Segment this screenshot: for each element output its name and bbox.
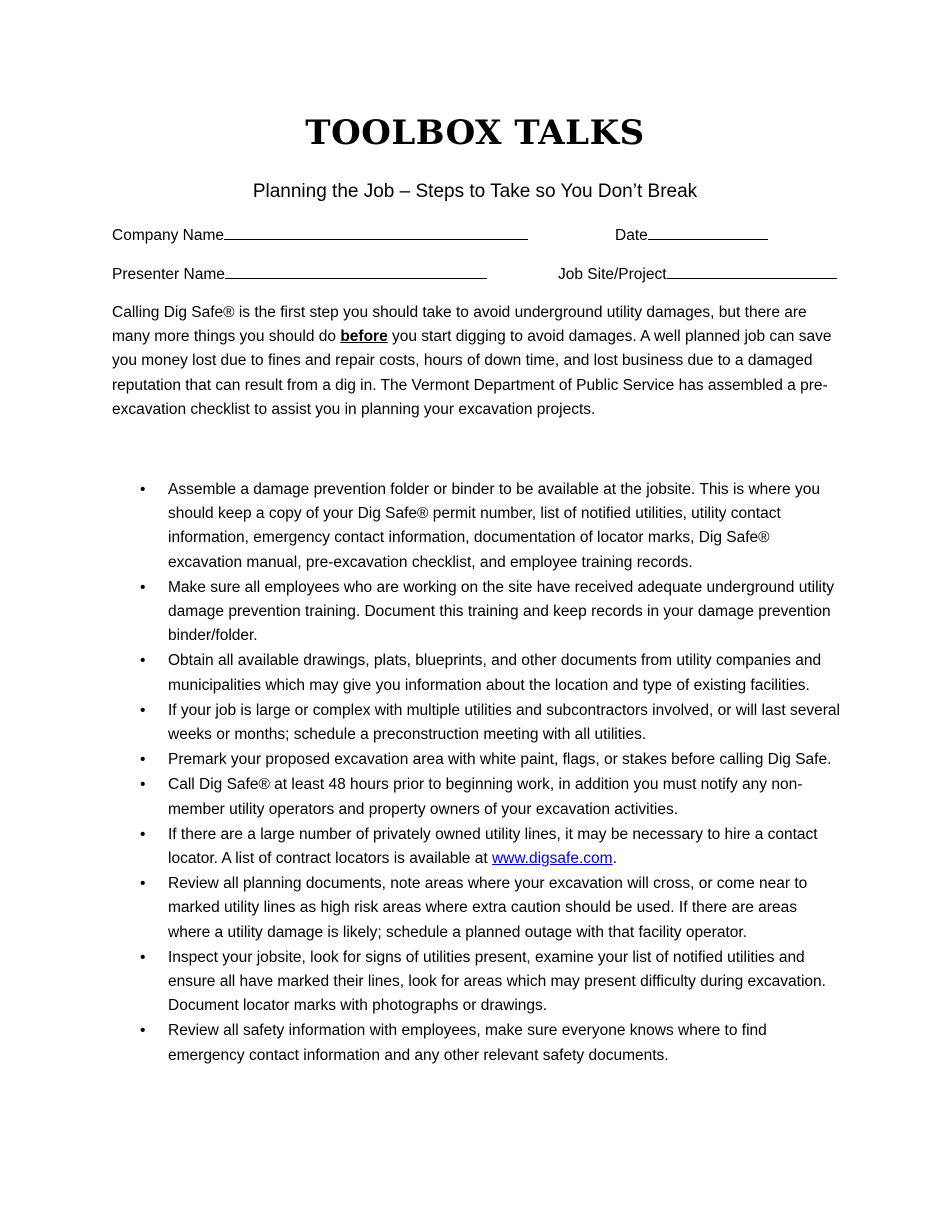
checklist-item bbox=[112, 946, 842, 1019]
bullet-icon: • bbox=[140, 1022, 146, 1040]
presenter-name-field[interactable] bbox=[112, 264, 487, 285]
page-subtitle: Planning the Job – Steps to Take so You Don’t Break bbox=[252, 181, 698, 202]
checklist bbox=[112, 478, 842, 1069]
bullet-icon: • bbox=[140, 652, 146, 670]
bullet-icon: • bbox=[140, 481, 146, 498]
date-field[interactable] bbox=[615, 225, 768, 246]
checklist-item bbox=[112, 872, 842, 945]
checklist-item bbox=[112, 699, 842, 747]
checklist-item bbox=[112, 773, 842, 821]
checklist-item bbox=[112, 1019, 842, 1067]
checklist-item bbox=[112, 649, 842, 697]
checklist-item-text: If there are a large number of privately owned utility lines, it may be necessary to hire a contact locator. A list of contract locators is available at bbox=[168, 825, 818, 868]
checklist-item-text-end: . bbox=[612, 850, 617, 868]
checklist-item-text: Review all planning documents, note areas where your excavation will cross, or come near to marked utility lines as high risk areas where extra caution should be used. If there are areas where a utility damage is likely; schedule a planned outage with that facility operator. bbox=[168, 875, 808, 941]
checklist-item-text: If your job is large or complex with multiple utilities and subcontractors involved, or will last several weeks or months; schedule a preconstruction meeting with all utilities. bbox=[168, 701, 840, 744]
intro-emphasis: before bbox=[340, 328, 388, 346]
company-name-field[interactable] bbox=[112, 225, 528, 246]
bullet-icon: • bbox=[140, 875, 146, 893]
date-label: Date bbox=[615, 227, 648, 244]
checklist-item-text: Obtain all available drawings, plats, blueprints, and other documents from utility companies and municipalities which may give you information about the location and type of existing facilities. bbox=[168, 652, 822, 694]
job-site-field[interactable] bbox=[558, 264, 837, 285]
checklist-item bbox=[112, 576, 842, 649]
company-name-blank[interactable] bbox=[224, 225, 528, 240]
intro-text-1: Calling Dig Safe® is the first step you should take to avoid underground utility damages, but there are many more things you should do bbox=[112, 304, 807, 346]
checklist-item-text: Review all safety information with employees, make sure everyone knows where to find emergency contact information and any other relevant safety documents. bbox=[168, 1022, 767, 1064]
checklist-item bbox=[112, 823, 842, 871]
checklist-item-text: Premark your proposed excavation area with white paint, flags, or stakes before calling Dig Safe. bbox=[168, 751, 832, 769]
checklist-item-text: Inspect your jobsite, look for signs of utilities present, examine your list of notified utilities and ensure all have marked their lines, look for areas which may present difficulty during excavation. Document locator marks with photographs or drawings. bbox=[168, 948, 826, 1015]
bullet-icon: • bbox=[140, 825, 146, 843]
bullet-icon: • bbox=[140, 776, 146, 794]
page-title: TOOLBOX TALKS bbox=[305, 113, 645, 153]
intro-text-2: you start digging to avoid damages. A well planned job can save you money lost due to fines and repair costs, hours of down time, and lost business due to a damaged reputation that can result from a dig in. The Vermont Department of Public Service has assembled a pre-excavation checklist to assist you in planning your excavation projects. bbox=[112, 328, 832, 418]
checklist-item bbox=[112, 748, 842, 772]
bullet-icon: • bbox=[140, 578, 146, 596]
bullet-icon: • bbox=[140, 948, 146, 966]
job-site-label: Job Site/Project bbox=[558, 266, 667, 283]
date-blank[interactable] bbox=[648, 225, 768, 240]
presenter-name-blank[interactable] bbox=[225, 264, 487, 279]
bullet-icon: • bbox=[140, 701, 146, 719]
digsafe-link[interactable]: www.digsafe.com bbox=[491, 850, 613, 868]
checklist-item-text: Call Dig Safe® at least 48 hours prior to beginning work, in addition you must notify any non-member utility operators and property owners of your excavation activities. bbox=[168, 776, 803, 818]
presenter-name-label: Presenter Name bbox=[112, 266, 225, 283]
checklist-item-text: Make sure all employees who are working on the site have received adequate underground utility damage prevention training. Document this training and keep records in your damage prevention binder/folder. bbox=[168, 578, 835, 645]
job-site-blank[interactable] bbox=[667, 264, 837, 279]
checklist-item-text: Assemble a damage prevention folder or binder to be available at the jobsite. This is where you should keep a copy of your Dig Safe® permit number, list of notified utilities, utility contact information, emergency contact information, documentation of locator marks, Dig Safe® excavation manual, pre-excavation checklist, and employee training records. bbox=[168, 481, 820, 571]
bullet-icon: • bbox=[140, 751, 146, 769]
company-name-label: Company Name bbox=[112, 227, 224, 244]
intro-paragraph bbox=[112, 301, 834, 422]
checklist-item bbox=[112, 478, 842, 575]
